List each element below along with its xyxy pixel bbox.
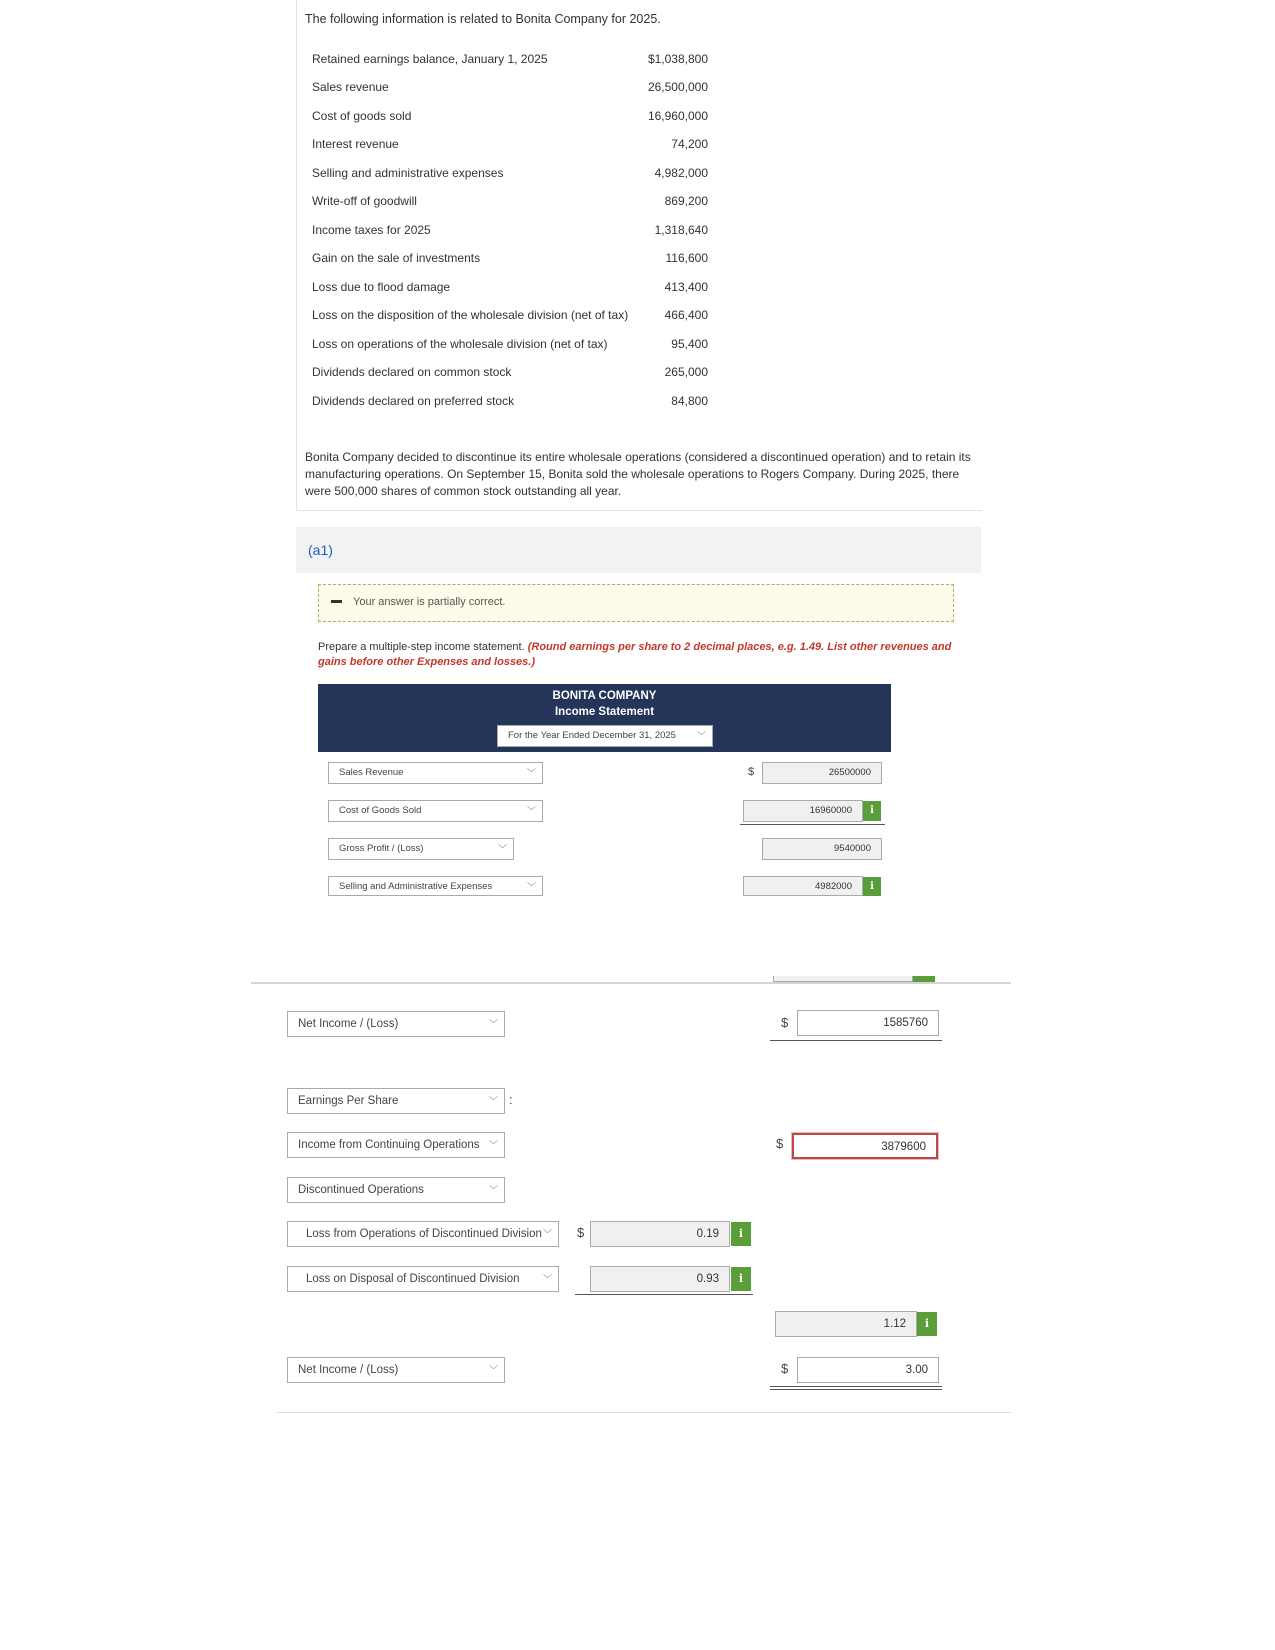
line-item-label: Income from Continuing Operations (298, 1139, 480, 1151)
amount-input[interactable]: 1.12 (775, 1311, 917, 1337)
amount-input[interactable]: 3879600 (792, 1133, 938, 1159)
chevron-down-icon: ﹀ (488, 1365, 498, 1375)
dollar-sign: $ (748, 766, 755, 778)
double-underline (770, 1386, 942, 1387)
item-label: Interest revenue (312, 137, 399, 151)
statement-title: Income Statement (554, 706, 655, 718)
line-item-label: Discontinued Operations (298, 1184, 424, 1196)
chevron-down-icon: ﹀ (526, 882, 536, 892)
period-value: For the Year Ended December 31, 2025 (508, 730, 676, 741)
line-item-label: Earnings Per Share (298, 1095, 399, 1107)
line-item-select[interactable] (287, 1266, 559, 1292)
item-value: $1,038,800 (647, 52, 708, 66)
instruction (318, 640, 958, 670)
info-icon[interactable]: i (863, 801, 881, 821)
item-label: Gain on the sale of investments (312, 251, 481, 265)
item-value: 1,318,640 (654, 223, 708, 237)
minus-icon (331, 600, 342, 603)
period-select[interactable] (497, 725, 713, 747)
chevron-down-icon: ﹀ (497, 844, 507, 854)
underline (575, 1294, 753, 1295)
item-label: Loss on the disposition of the wholesale division (net of tax) (312, 308, 629, 322)
line-item-label: Loss on Disposal of Discontinued Division (306, 1273, 520, 1285)
item-label: Dividends declared on common stock (312, 365, 512, 379)
item-label: Cost of goods sold (312, 109, 412, 123)
item-value: 26,500,000 (647, 80, 708, 94)
amount-input[interactable]: 3.00 (797, 1357, 939, 1383)
chevron-down-icon: ﹀ (488, 1019, 498, 1029)
item-label: Income taxes for 2025 (312, 223, 431, 237)
underline (770, 1040, 942, 1041)
item-value: 869,200 (664, 194, 708, 208)
item-value: 116,600 (665, 251, 708, 265)
line-item-select[interactable] (287, 1221, 559, 1247)
line-item-label: Selling and Administrative Expenses (339, 881, 493, 892)
amount-input[interactable]: 26500000 (762, 762, 882, 784)
item-value: 413,400 (664, 280, 708, 294)
amount-input[interactable]: 4982000 (743, 876, 863, 896)
chevron-down-icon: ﹀ (488, 1185, 498, 1195)
info-icon[interactable]: i (731, 1222, 751, 1246)
dollar-sign: $ (776, 1136, 784, 1151)
line-item-select[interactable] (328, 762, 543, 784)
section-separator (251, 982, 1011, 984)
item-label: Sales revenue (312, 80, 389, 94)
problem-paragraph: Bonita Company decided to discontinue its entire wholesale operations (considered a discontinued operation) and to retain its manufacturing operations. On September 15, Bonita sold the wholesale operations to Rogers Company. During 2025, there were 500,000 shares of common stock outstanding all year. (305, 450, 971, 498)
bottom-divider (276, 1412, 1011, 1413)
chevron-down-icon: ﹀ (542, 1229, 552, 1239)
line-item-select[interactable] (287, 1011, 505, 1037)
info-icon[interactable]: i (731, 1267, 751, 1291)
colon: : (509, 1092, 513, 1107)
item-value: 4,982,000 (654, 166, 708, 180)
line-item-label: Gross Profit / (Loss) (339, 843, 424, 854)
double-underline (770, 1389, 942, 1390)
item-value: 84,800 (671, 394, 708, 408)
chevron-down-icon: ﹀ (526, 806, 536, 816)
item-value: 74,200 (671, 137, 708, 151)
item-label: Dividends declared on preferred stock (312, 394, 515, 408)
dollar-sign: $ (577, 1225, 585, 1240)
dollar-sign: $ (781, 1361, 789, 1376)
chevron-down-icon: ﹀ (696, 731, 706, 741)
info-icon[interactable]: i (917, 1312, 937, 1336)
instruction-note: (Round earnings per share to 2 decimal places, e.g. 1.49. List other revenues and gains before other Expenses and losses.) (318, 641, 952, 668)
chevron-down-icon: ﹀ (542, 1274, 552, 1284)
line-item-select[interactable] (328, 838, 514, 860)
chevron-down-icon: ﹀ (488, 1096, 498, 1106)
feedback-text: Your answer is partially correct. (353, 596, 506, 608)
item-label: Write-off of goodwill (312, 194, 417, 208)
company-name: BONITA COMPANY (552, 690, 657, 702)
amount-input[interactable]: 1585760 (797, 1010, 939, 1036)
part-label: (a1) (308, 542, 333, 558)
item-value: 265,000 (664, 365, 708, 379)
item-value: 466,400 (664, 308, 708, 322)
problem-intro: The following information is related to Bonita Company for 2025. (305, 12, 661, 26)
amount-input[interactable]: 9540000 (762, 838, 882, 860)
part-header (296, 527, 981, 573)
line-item-select[interactable] (287, 1132, 505, 1158)
chevron-down-icon: ﹀ (526, 768, 536, 778)
info-icon[interactable]: i (863, 877, 881, 896)
item-label: Loss due to flood damage (312, 280, 451, 294)
line-item-label: Cost of Goods Sold (339, 805, 422, 816)
amount-input[interactable]: 0.19 (590, 1221, 730, 1247)
instruction-text: Prepare a multiple-step income statement. (318, 641, 525, 653)
line-item-label: Net Income / (Loss) (298, 1364, 399, 1376)
underline (740, 824, 885, 825)
eps-select[interactable] (287, 1088, 505, 1114)
item-label: Selling and administrative expenses (312, 166, 504, 180)
item-value: 16,960,000 (647, 109, 708, 123)
line-item-select[interactable] (287, 1357, 505, 1383)
item-label: Loss on operations of the wholesale division (net of tax) (312, 337, 608, 351)
dollar-sign: $ (781, 1015, 789, 1030)
line-item-label: Net Income / (Loss) (298, 1018, 399, 1030)
chevron-down-icon: ﹀ (488, 1140, 498, 1150)
item-label: Retained earnings balance, January 1, 2025 (312, 52, 548, 66)
amount-input[interactable]: 0.93 (590, 1266, 730, 1292)
line-item-select[interactable] (328, 876, 543, 896)
item-value: 95,400 (671, 337, 708, 351)
line-item-select[interactable] (287, 1177, 505, 1203)
line-item-select[interactable] (328, 800, 543, 822)
amount-input[interactable]: 16960000 (743, 800, 863, 822)
line-item-label: Sales Revenue (339, 767, 404, 778)
line-item-label: Loss from Operations of Discontinued Division (306, 1228, 542, 1240)
